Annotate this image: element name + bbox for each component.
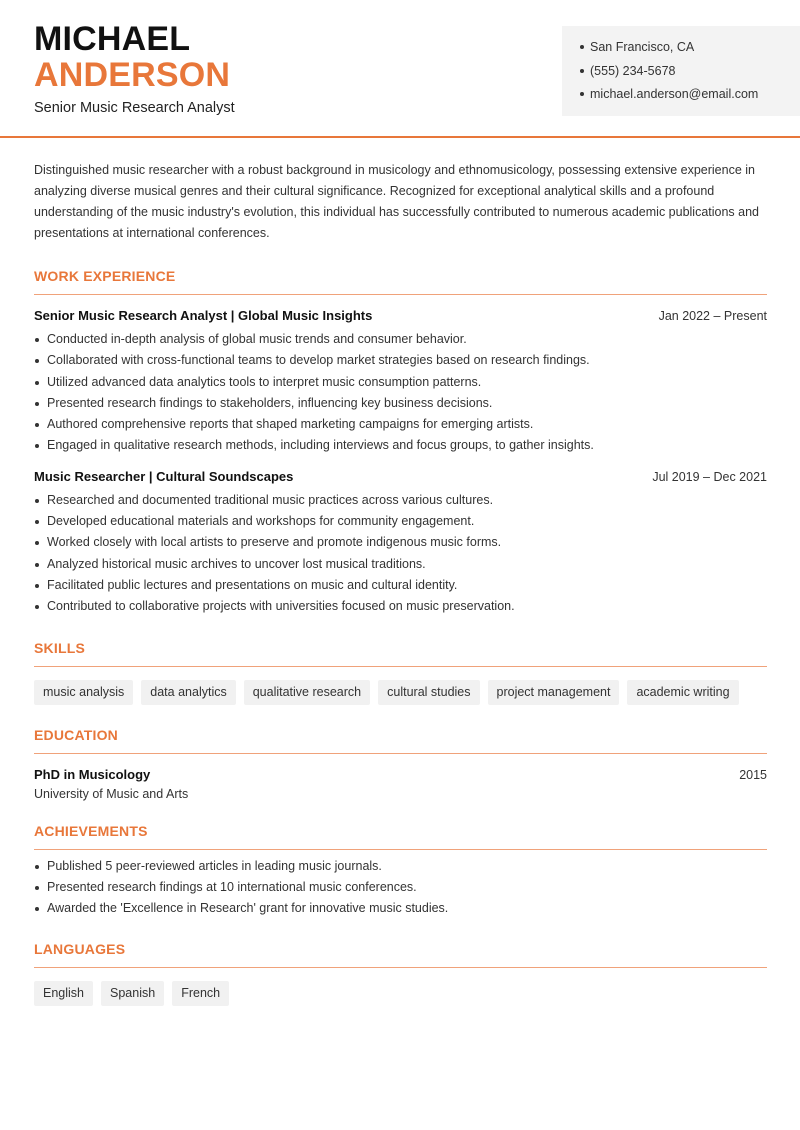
school-name: University of Music and Arts [34,786,189,801]
section-heading-achievements: ACHIEVEMENTS [34,823,767,850]
section-heading-skills: SKILLS [34,640,767,667]
last-name: ANDERSON [34,56,231,94]
job-role: Senior Music Research Analyst | Global Music Insights [34,308,373,323]
skills-section [34,640,767,705]
contact-box [562,26,800,116]
professional-summary: Distinguished music researcher with a robust background in musicology and ethnomusicology, possessing extensive experience in analyzing diverse musical genres and their cultural significance. Recognized for exceptional analytical skills and a profound understanding of the music industry's evolution, this individual has successfully contributed to numerous academic publications and presentations at international conferences. [34,163,760,240]
job-bullet: Facilitated public lectures and presentations on music and cultural identity. [34,575,767,596]
skill-tag: data analytics [141,680,235,705]
contact-location: San Francisco, CA [580,38,800,62]
resume-body [34,160,767,1006]
job-bullet: Contributed to collaborative projects with universities focused on music preservation. [34,596,767,617]
job-bullets [34,329,767,457]
achievements-section [34,823,767,920]
education-entry [34,767,767,801]
section-heading-languages: LANGUAGES [34,941,767,968]
work-experience-section [34,268,767,618]
skill-tag: project management [488,680,620,705]
job-bullet: Conducted in-depth analysis of global music trends and consumer behavior. [34,329,767,350]
graduation-year: 2015 [739,767,767,782]
education-header [34,767,767,782]
achievements-list [34,856,767,920]
language-tag: French [172,981,229,1006]
section-heading-work: WORK EXPERIENCE [34,268,767,295]
job-header [34,308,767,323]
achievement-item: Presented research findings at 10 international music conferences. [34,877,767,898]
skill-tag: cultural studies [378,680,479,705]
job-bullet: Developed educational materials and workshops for community engagement. [34,511,767,532]
languages-section [34,941,767,1006]
resume-header [0,0,800,138]
job-bullet: Collaborated with cross-functional teams to develop market strategies based on research findings. [34,350,767,371]
contact-phone: (555) 234-5678 [580,62,800,86]
job-title: Senior Music Research Analyst [34,100,235,116]
education-section [34,727,767,801]
languages-list [34,981,767,1006]
degree: PhD in Musicology [34,766,151,782]
skill-tag: academic writing [627,680,738,705]
job-bullet: Analyzed historical music archives to uncover lost musical traditions. [34,554,767,575]
contact-email[interactable]: michael.anderson@email.com [580,85,800,109]
job-header [34,469,767,484]
skill-tag: music analysis [34,680,133,705]
achievement-item: Published 5 peer-reviewed articles in leading music journals. [34,856,767,877]
section-heading-education: EDUCATION [34,727,767,754]
contact-list [580,38,800,109]
job-entry [34,469,767,618]
job-bullet: Engaged in qualitative research methods, including interviews and focus groups, to gather insights. [34,435,767,456]
job-bullet: Utilized advanced data analytics tools to interpret music consumption patterns. [34,372,767,393]
job-bullets [34,490,767,618]
language-tag: Spanish [101,981,164,1006]
job-bullet: Worked closely with local artists to preserve and promote indigenous music forms. [34,532,767,553]
job-bullet: Researched and documented traditional music practices across various cultures. [34,490,767,511]
job-bullet: Presented research findings to stakeholders, influencing key business decisions. [34,393,767,414]
job-entry [34,308,767,457]
achievement-item: Awarded the 'Excellence in Research' grant for innovative music studies. [34,898,767,919]
first-name: MICHAEL [34,20,191,58]
skills-list [34,680,767,705]
job-dates: Jan 2022 – Present [658,309,767,323]
job-role: Music Researcher | Cultural Soundscapes [34,468,294,484]
skill-tag: qualitative research [244,680,370,705]
job-dates: Jul 2019 – Dec 2021 [652,469,767,484]
language-tag: English [34,981,93,1006]
job-bullet: Authored comprehensive reports that shaped marketing campaigns for emerging artists. [34,414,767,435]
